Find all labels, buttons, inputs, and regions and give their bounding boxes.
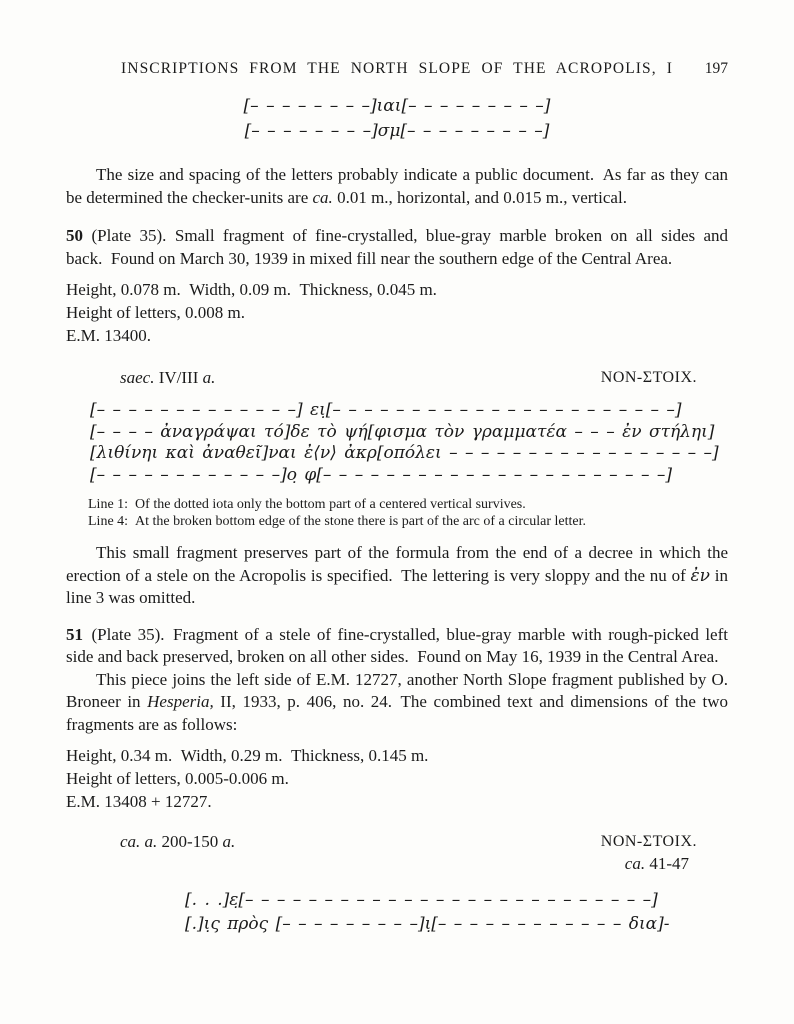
text-segment: a.: [222, 832, 236, 851]
text-segment: ἐν: [690, 565, 710, 586]
text-segment: 50: [66, 226, 83, 245]
inscription-line: [– – – – – – – – – – – –]ο̣ φ[– – – – – – – – – – – – – – – – – – – – – –]: [90, 464, 672, 485]
dimension-line: Height of letters, 0.008 m.: [66, 303, 245, 322]
entry-51-paragraph: [66, 624, 728, 669]
text-segment: ca.: [624, 854, 646, 873]
note-line: Line 4: At the broken bottom edge of the stone there is part of the arc of a circular letter.: [88, 514, 586, 529]
paragraph-fragment-comment: [66, 542, 728, 610]
text-segment: Hesperia,: [147, 692, 214, 711]
dimensions-block-51: [66, 744, 728, 813]
date-label-50: [120, 367, 215, 388]
inscription-line: [– – – – – – – –]ιαι[– – – – – – – – –]: [243, 96, 551, 116]
text-segment: a.: [202, 368, 216, 387]
inscription-line: [.]ι̣ς πρὸς [– – – – – – – – –]ι̣[– – – – – – – – – – – – δια]-: [185, 914, 670, 934]
date-stoich-row-50: [66, 367, 728, 388]
text-segment: saec.: [120, 368, 155, 387]
dimension-line: Height of letters, 0.005-0.006 m.: [66, 769, 289, 788]
dimensions-block-50: [66, 278, 728, 347]
stoich-label-50: NON-ΣΤΟΙΧ.: [600, 369, 697, 386]
inscription-line: [. . .]ε̣[– – – – – – – – – – – – – – – – – – – – – – – – – –]: [185, 890, 658, 910]
text-segment: 0.01 m., horizontal, and 0.015 m., vertical.: [332, 187, 627, 207]
text-segment: The size and spacing of the letters probably indicate a public document. As far as they can be determined the checker-units are: [66, 165, 728, 207]
inscription-line: [– – – – – – – –]σμ[– – – – – – – – –]: [244, 121, 550, 141]
text-segment: ca. a.: [120, 832, 158, 851]
dimension-line: Height, 0.078 m. Width, 0.09 m. Thickness, 0.045 m.: [66, 280, 437, 299]
text-segment: (Plate 35). Small fragment of fine-crystalled, blue-gray marble broken on all sides and back. Found on March 30, 1939 in mixed fill near the southern edge of the Central Area.: [66, 226, 728, 268]
text-segment: ca.: [312, 187, 333, 207]
text-segment: 51: [66, 624, 83, 644]
date-stoich-row-51: [66, 831, 728, 874]
inscription-line: [λιθίνηι καὶ ἀναθεῖ]ναι ἐ⟨ν⟩ ἀκρ[οπόλει – – – – – – – – – – – – – – – – –]: [90, 443, 719, 463]
stoich-label-51: NON-ΣΤΟΙΧ.: [600, 833, 697, 850]
inscription-block-51: [66, 888, 728, 936]
paragraph-checker-units: [66, 164, 728, 209]
date-label-51: [120, 831, 235, 852]
running-head-title: INSCRIPTIONS FROM THE NORTH SLOPE OF THE ACROPOLIS, I: [121, 60, 673, 77]
note-line: Line 1: Of the dotted iota only the bottom part of a centered vertical survives.: [88, 497, 526, 512]
text-segment: This small fragment preserves part of the formula from the end of a decree in which the erection of a stele on the Acropolis is specified. The lettering is very sloppy and the nu of: [66, 543, 728, 585]
inscription-line: [– – – – – – – – – – – – –] ει̣[– – – – – – – – – – – – – – – – – – – – – –]: [90, 400, 682, 420]
epigraphic-notes-50: [66, 496, 728, 530]
stoich-block-51: [601, 831, 697, 874]
entry-50-paragraph: [66, 225, 728, 270]
dimension-line: E.M. 13408 + 12727.: [66, 792, 212, 811]
inscription-fragment-top: [66, 94, 728, 144]
text-segment: 41-47: [645, 854, 689, 873]
text-segment: in line 3 was omitted.: [66, 565, 728, 607]
text-segment: 200-150: [157, 832, 223, 851]
text-segment: (Plate 35). Fragment of a stele of fine-crystalled, blue-gray marble with rough-picked left side and back preserved, broken on all other sides. Found on May 16, 1939 in the Central Area.: [66, 624, 728, 666]
dimension-line: E.M. 13400.: [66, 326, 151, 345]
text-segment: II, 1933, p. 406, no. 24. The combined text and dimensions of the two fragments are as follows:: [66, 692, 728, 734]
page-number: 197: [704, 60, 728, 77]
stoich-line-length-51: [601, 853, 697, 874]
dimension-line: Height, 0.34 m. Width, 0.29 m. Thickness, 0.145 m.: [66, 746, 429, 765]
page-header: [66, 58, 728, 76]
text-segment: This piece joins the left side of E.M. 12727, another North Slope fragment published by O. Broneer in: [66, 669, 728, 711]
paragraph-joins: [66, 669, 728, 737]
text-segment: IV/III: [154, 368, 203, 387]
inscription-line: [– – – – ἀναγράψαι τό]δε τὸ ψή[φισμα τὸν γραμματέα – – – ἐν στήληι]: [90, 421, 715, 442]
inscription-block-50: [66, 400, 728, 486]
